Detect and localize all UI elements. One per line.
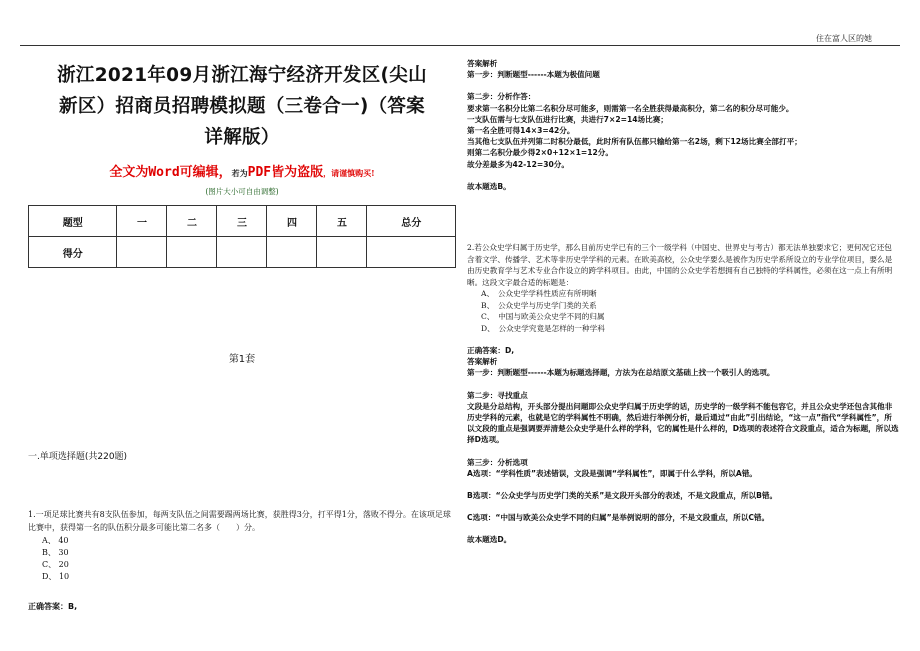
score-header-cell: 总分	[367, 206, 456, 237]
notice-end: ，请谨慎购买!	[323, 168, 375, 178]
right-column	[467, 58, 899, 546]
score-table-header-row	[29, 206, 456, 237]
question-1-text: 1.一项足球比赛共有8支队伍参加，每两支队伍之间需要踢两场比赛，获胜得3分，打平得1分，落败不得分。在该项足球比赛中，获得第一名的队伍积分最多可能比第二名多（ ）分。	[28, 510, 451, 532]
score-cell	[367, 237, 456, 268]
explanation-line: 则第二名积分最少得2×0+12×1=12分。	[467, 148, 613, 158]
spacer	[467, 170, 899, 181]
q2-explanation	[467, 356, 899, 545]
explanation-step: 第二步：分析作答：	[467, 92, 536, 102]
explanation-heading: 答案解析	[467, 357, 498, 367]
score-table-score-row	[29, 237, 456, 268]
score-cell	[117, 237, 167, 268]
score-header-cell: 五	[317, 206, 367, 237]
explanation-line: 当其他七支队伍并列第二时积分最低，此时所有队伍都只输给第一名2场，剩下12场比赛全部打平；	[467, 137, 802, 147]
explanation-line: C选项：“中国与欧美公众史学不同的归属”是举例说明的部分，不是文段重点，所以C错。	[467, 513, 770, 523]
explanation-heading: 答案解析	[467, 59, 498, 68]
option-d: D、 10	[42, 572, 70, 581]
title-line-3: 详解版）	[204, 127, 280, 148]
score-header-cell: 三	[217, 206, 267, 237]
explanation-paragraph: 文段是分总结构，开头部分提出问题即公众史学归属于历史学的话，历史学的一级学科不能包容它，并且公众史学还包含其他非历史学科的元素，也就是它的学科属性不明确，然后进行举例分析，最后通过“由此”引出结论，“这一点”指代“学科属性”，所以文段的重点是强调要弄清楚公众史学是什么样的学科，它的属性是什么样的，D选项的表述符合文段重点，适合为标题，所以选择D选项。	[467, 401, 899, 445]
header-right-text: 住在富人区的她	[816, 34, 872, 43]
option-b: B、 公众史学与历史学门类的关系	[481, 300, 597, 310]
notice-main: 全文为Word可编辑，	[109, 165, 232, 180]
q1-explanation	[467, 58, 899, 192]
explanation-conclusion: 故本题选B。	[467, 181, 511, 191]
option-b: B、 30	[42, 548, 69, 557]
score-row-label: 得分	[29, 237, 117, 268]
header-rule	[20, 45, 900, 46]
document-title	[28, 60, 456, 153]
score-header-cell: 一	[117, 206, 167, 237]
image-resize-note: (图片大小可自由调整)	[205, 187, 279, 196]
spacer	[467, 192, 899, 242]
option-a: A、 公众史学学科性质应有所明晰	[481, 289, 597, 299]
question-2-text: 2.若公众史学归属于历史学，那么目前历史学已有的三个一级学科（中国史、世界史与考古）都无法单独要求它；更何况它还包含着文学、传播学、艺术等非历史学学科的元素。在欧美高校，公众史学要么是被作为历史学系所设立的专业学位项目，要么是由历史教育学与艺术专业合作设立的跨学科项目。由此，中国的公众史学若想拥有自己独特的学科属性，必须在这一点上有所明晰。这段文字最合适的标题是：	[467, 243, 893, 287]
explanation-step: 第二步：寻找重点	[467, 390, 528, 400]
notice-main2: PDF皆为盗版	[247, 165, 324, 180]
spacer	[467, 379, 899, 390]
explanation-step: 第一步：判断题型------本题为标题选择题，方法为在总结原文基础上找一个吸引人的选项。	[467, 368, 775, 378]
question-1-options	[42, 535, 456, 583]
explanation-line: 一支队伍需与七支队伍进行比赛，共进行7×2=14场比赛；	[467, 114, 668, 124]
score-header-cell: 题型	[29, 206, 117, 237]
score-table	[28, 205, 456, 268]
explanation-line: 第一名全胜可得14×3=42分。	[467, 126, 575, 136]
score-header-cell: 四	[267, 206, 317, 237]
spacer	[467, 334, 899, 345]
piracy-notice	[28, 161, 456, 180]
spacer	[467, 501, 899, 512]
option-a: A、 40	[42, 536, 69, 545]
explanation-step: 第三步：分析选项	[467, 457, 528, 467]
explanation-line: 故分差最多为42-12=30分。	[467, 159, 569, 169]
explanation-step: 第一步：判断题型------本题为极值问题	[467, 70, 600, 80]
score-cell	[167, 237, 217, 268]
explanation-conclusion: 故本题选D。	[467, 535, 512, 545]
section-title: 一.单项选择题(共220题)	[28, 452, 128, 462]
question-2-options	[481, 288, 899, 334]
spacer	[467, 523, 899, 534]
option-d: D、 公众史学究竟是怎样的一种学科	[481, 323, 605, 333]
score-cell	[317, 237, 367, 268]
title-line-2: 新区）招商员招聘模拟题（三卷合一)（答案	[59, 96, 425, 117]
left-column	[28, 58, 456, 612]
score-cell	[267, 237, 317, 268]
set-title: 第1套	[228, 354, 256, 365]
notice-mid: 若为	[231, 168, 248, 178]
score-cell	[217, 237, 267, 268]
spacer	[467, 446, 899, 457]
score-header-cell: 二	[167, 206, 217, 237]
title-line-1: 浙江2021年09月浙江海宁经济开发区(尖山	[57, 65, 427, 86]
option-c: C、 中国与欧美公众史学不同的归属	[481, 312, 605, 322]
explanation-line: 要求第一名积分比第二名积分尽可能多，则需第一名全胜获得最高积分，第二名的积分尽可能少。	[467, 103, 794, 113]
question-1-answer: 正确答案：B,	[28, 602, 78, 611]
explanation-line: B选项：“公众史学与历史学门类的关系”是文段开头部分的表述，不是文段重点，所以B错。	[467, 491, 778, 501]
question-2-answer: 正确答案：D,	[467, 346, 515, 356]
spacer	[467, 80, 899, 91]
option-c: C、 20	[42, 560, 69, 569]
spacer	[467, 479, 899, 490]
explanation-line: A选项：“学科性质”表述错误，文段是强调“学科属性”，即属于什么学科，所以A错。	[467, 468, 757, 478]
